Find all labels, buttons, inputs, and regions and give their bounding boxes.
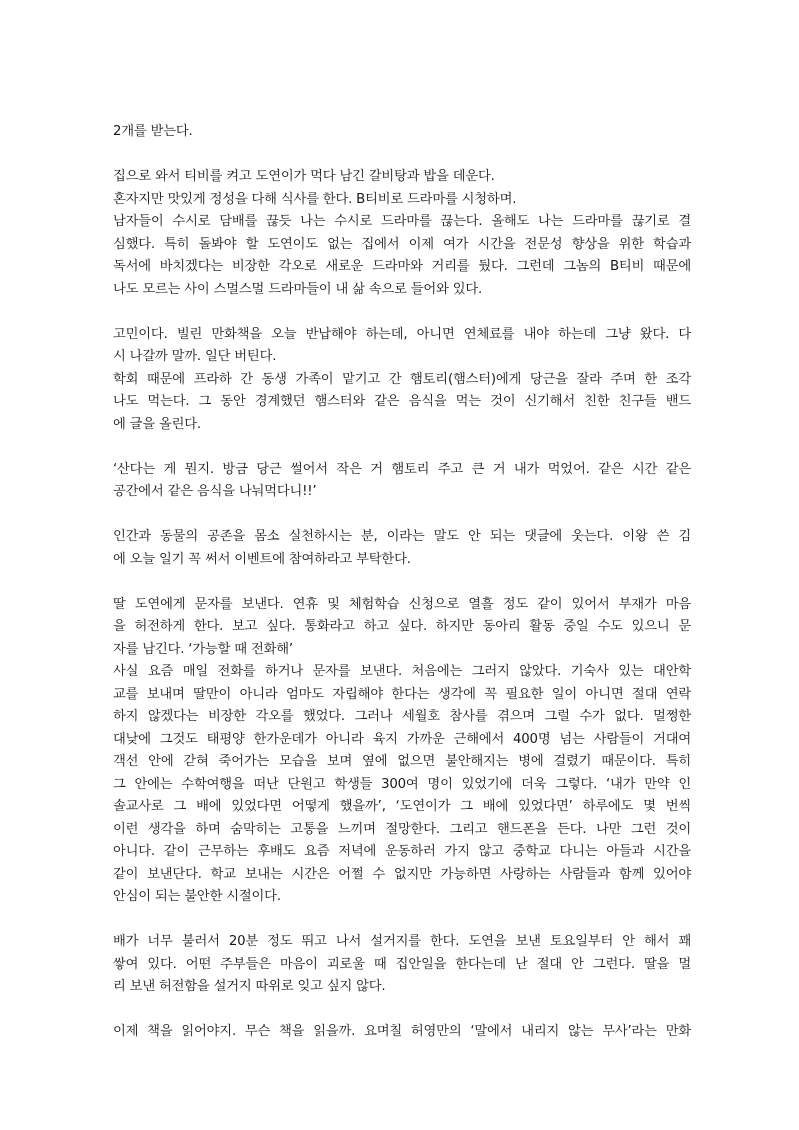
text-line: 독서에 바치겠다는 비장한 각오로 새로운 드라마와 거리를 뒀다. 그런데 그놈의 B티비 때문에 <box>113 259 691 274</box>
text-line: 객선 안에 갇혀 죽어가는 모습을 보며 옆에 없으면 불안해지는 병에 걸렸기 때문이다. 특히 <box>113 754 691 769</box>
paragraph-7 <box>113 931 691 999</box>
text-line: 혼자지만 맛있게 정성을 다해 식사를 한다. B티비로 드라마를 시청하며. <box>113 191 517 207</box>
text-line: 하지 않겠다는 비장한 각오를 했었다. 그러나 세월호 참사를 겪으며 그럴 수가 없다. 멀쩡한 <box>113 709 691 724</box>
text-line: 을 허전하게 한다. 보고 싶다. 통화라고 하고 싶다. 하지만 동아리 활동 중일 수도 있으니 문 <box>113 619 691 634</box>
paragraph-6 <box>113 594 691 909</box>
paragraph-gap <box>113 301 691 324</box>
paragraph-1 <box>113 121 691 144</box>
text-line: 공간에서 같은 음식을 나눠먹다니!!’ <box>113 484 317 499</box>
text-line: 대낮에 그것도 태평양 한가운데가 아니라 육지 가까운 근해에서 400명 넘는 사람들이 거대여 <box>113 731 691 747</box>
text-line: 솔교사로 그 배에 있었다면 어떻게 했을까’, ‘도연이가 그 배에 있었다면’ 하루에도 몇 번씩 <box>113 799 691 814</box>
text-line: 리 보낸 허전함을 설거지 따위로 잊고 싶지 않다. <box>113 979 386 994</box>
paragraph-gap <box>113 436 691 459</box>
text-line: 남자들이 수시로 담배를 끊듯 나는 수시로 드라마를 끊는다. 올해도 나는 드라마를 끊기로 결 <box>113 214 691 229</box>
text-line: 심했다. 특히 돌봐야 할 도연이도 없는 집에서 이제 여가 시간을 전문성 향상을 위한 학습과 <box>113 236 691 252</box>
paragraph-gap <box>113 571 691 594</box>
text-line: 에 글을 올린다. <box>113 416 201 432</box>
text-line: 같이 보낸단다. 학교 보내는 시간은 어쩔 수 없지만 가능하면 사랑하는 사람들과 함께 있어야 <box>113 866 691 882</box>
text-line: 자를 남긴다. ‘가능할 때 전화해’ <box>113 641 293 657</box>
text-line: 집으로 와서 티비를 켜고 도연이가 먹다 남긴 갈비탕과 밥을 데운다. <box>113 169 495 184</box>
paragraph-gap <box>113 909 691 932</box>
text-line: 학회 때문에 프라하 간 동생 가족이 맡기고 간 햄토리(햄스터)에게 당근을 잘라 주며 한 조각 <box>113 371 691 387</box>
text-line: 시 나갈까 말까. 일단 버틴다. <box>113 349 277 364</box>
document-body <box>113 121 691 1044</box>
text-line: 에 오늘 일기 꼭 써서 이벤트에 참여하라고 부탁한다. <box>113 551 411 567</box>
text-line: 안심이 되는 불안한 시절이다. <box>113 889 281 904</box>
paragraph-gap <box>113 504 691 527</box>
text-line: 배가 너무 불러서 20분 정도 뛰고 나서 설거지를 한다. 도연을 보낸 토요일부터 안 해서 꽤 <box>113 934 691 949</box>
paragraph-5 <box>113 526 691 571</box>
text-line: 2개를 받는다. <box>113 124 193 139</box>
text-line: 그 안에는 수학여행을 떠난 단원고 학생들 300여 명이 있었기에 더욱 그렇다. ‘내가 만약 인 <box>113 776 691 792</box>
paragraph-8 <box>113 1021 691 1044</box>
paragraph-gap <box>113 144 691 167</box>
text-line: ‘산다는 게 뭔지. 방금 당근 썰어서 작은 거 햄토리 주고 큰 거 내가 먹었어. 같은 시간 같은 <box>113 461 691 477</box>
text-line: 고민이다. 빌린 만화책을 오늘 반납해야 하는데, 아니면 연체료를 내야 하는데 그냥 왔다. 다 <box>113 326 691 342</box>
text-line: 인간과 동물의 공존을 몸소 실천하시는 분, 이라는 말도 안 되는 댓글에 웃는다. 이왕 쓴 김 <box>113 529 691 544</box>
text-line: 나도 먹는다. 그 동안 경계했던 햄스터와 같은 음식을 먹는 것이 신기해서 친한 친구들 밴드 <box>113 394 691 409</box>
paragraph-3 <box>113 324 691 437</box>
text-line: 이제 책을 읽어야지. 무슨 책을 읽을까. 요며칠 허영만의 ‘말에서 내리지 않는 무사’라는 만화 <box>113 1024 691 1039</box>
paragraph-gap <box>113 999 691 1022</box>
paragraph-2 <box>113 166 691 301</box>
text-line: 아니다. 같이 근무하는 후배도 요즘 저녁에 운동하러 가지 않고 중학교 다니는 아들과 시간을 <box>113 844 691 859</box>
paragraph-4 <box>113 459 691 504</box>
text-line: 교를 보내며 딸만이 아니라 엄마도 자립해야 한다는 생각에 꼭 필요한 일이 아니면 절대 연락 <box>113 686 691 702</box>
text-line: 사실 요즘 매일 전화를 하거나 문자를 보낸다. 처음에는 그러지 않았다. 기숙사 있는 대안학 <box>113 664 691 679</box>
text-line: 딸 도연에게 문자를 보낸다. 연휴 및 체험학습 신청으로 열흘 정도 같이 있어서 부재가 마음 <box>113 596 691 612</box>
text-line: 나도 모르는 사이 스멀스멀 드라마들이 내 삶 속으로 들어와 있다. <box>113 281 483 297</box>
text-line: 쌓여 있다. 어떤 주부들은 마음이 괴로울 때 집안일을 한다는데 난 절대 안 그런다. 딸을 멀 <box>113 956 691 972</box>
text-line: 이런 생각을 하며 숨막히는 고통을 느끼며 절망한다. 그리고 핸드폰을 든다. 나만 그런 것이 <box>113 821 691 837</box>
